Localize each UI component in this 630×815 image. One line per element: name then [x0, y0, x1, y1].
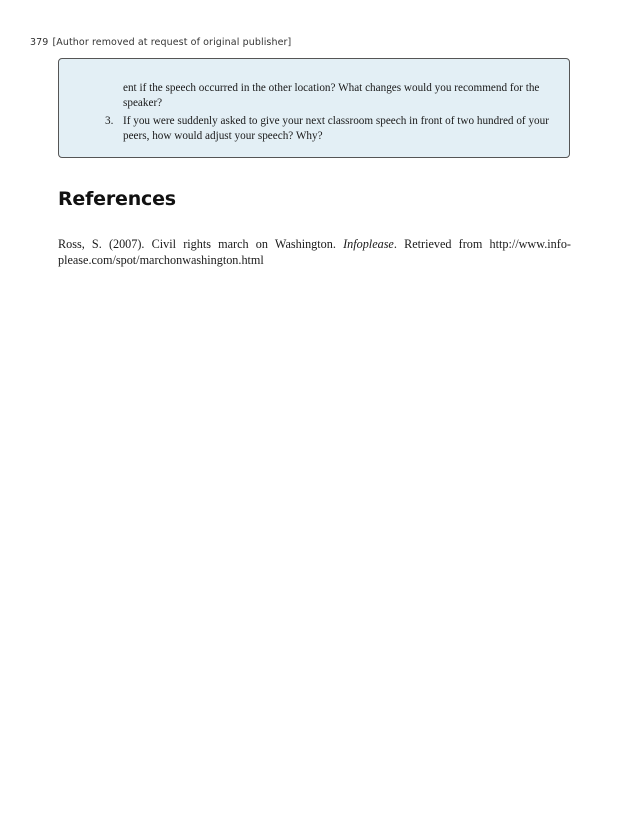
reference-citation-start: Ross, S. (2007). Civil rights march on Washington. — [58, 237, 344, 251]
exercise-item-number: 3. — [105, 115, 114, 127]
page-number: 379 — [30, 37, 49, 48]
callout-continuation-text: ent if the speech occurred in the other location? What changes would you recommend for the speaker? — [123, 82, 540, 109]
exercise-item-text: If you were suddenly asked to give your next classroom speech in front of two hundred of your peers, how would adjust your speech? Why? — [123, 115, 549, 142]
exercise-list-item — [105, 114, 555, 143]
reference-source-title: Infoplease — [343, 237, 394, 251]
references-heading: References — [58, 188, 176, 210]
reference-entry — [58, 236, 571, 268]
running-header — [30, 37, 291, 48]
reference-retrieval-text: . Retrieved from http://www.info-please.com/spot/marchonwashington.html — [58, 237, 571, 267]
exercise-callout-box — [58, 58, 570, 158]
running-title: [Author removed at request of original publisher] — [52, 37, 292, 48]
